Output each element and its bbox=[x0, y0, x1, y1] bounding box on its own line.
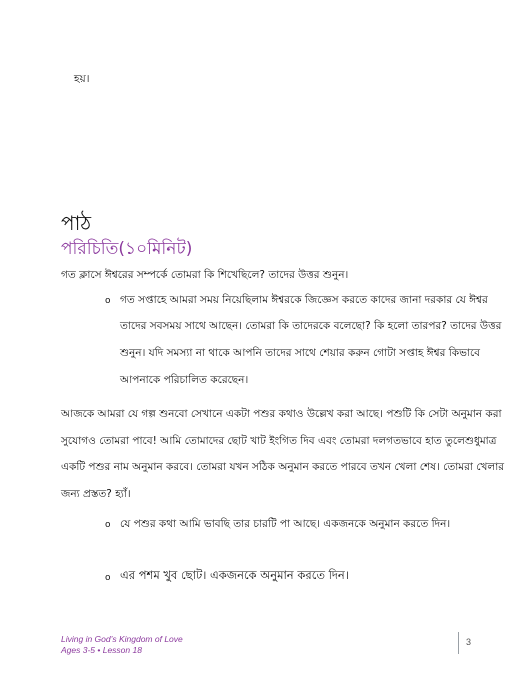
bullet-1-line-1: গত সপ্তাহে আমরা সময় নিয়েছিলাম ঈশ্বরকে জিজ্ঞেস করতে কাদের জানা দরকার যে ঈশ্বর bbox=[120, 294, 488, 306]
bullet-2-text: যে পশুর কথা আমি ভাবছি তার চারটি পা আছে। একজনকে অনুমান করতে দিন। bbox=[120, 518, 451, 530]
bullet-1-line-3: শুনুন। যদি সমস্যা না থাকে আপনি তাদের সাথে শেয়ার করুন গোটা সপ্তাহ ঈশ্বর কিভাবে bbox=[120, 347, 481, 359]
section-heading: পরিচিতি(১০মিনিট) bbox=[61, 239, 193, 259]
paragraph-line-3: একটি পশুর নাম অনুমান করবে। তোমরা যখন সঠিক অনুমান করতে পারবে তখন খেলা শেষ। তোমরা খেলার bbox=[61, 461, 505, 473]
footer-subtitle: Ages 3-5 • Lesson 18 bbox=[61, 645, 142, 655]
bullet-1-line-2: তাদের সবসময় সাথে আছেন। তোমরা কি তাদেরকে বলেছো? কি হলো তারপর? তাদের উত্তর bbox=[120, 320, 502, 332]
bullet-3-text: এর পশম খুব ছোট। একজনকে অনুমান করতে দিন। bbox=[120, 568, 349, 582]
footer-title: Living in God’s Kingdom of Love bbox=[61, 634, 183, 644]
bullet-marker-2: o bbox=[105, 520, 111, 530]
paragraph-line-4: জন্য প্রস্তত? হ্যাঁ। bbox=[61, 488, 131, 500]
bullet-marker-3: o bbox=[105, 573, 111, 583]
bullet-marker-1: o bbox=[105, 296, 111, 306]
intro-question: গত ক্লাসে ঈশ্বরের সম্পর্কে তোমরা কি শিখেছিলে? তাদের উত্তর শুনুন। bbox=[61, 269, 349, 281]
page-number: 3 bbox=[466, 637, 472, 647]
paragraph-line-1: আজকে আমরা যে গল্প শুনবো সেখানে একটা পশুর কথাও উল্লেখ করা আছে। পশুটি কি সেটা অনুমান করা bbox=[61, 408, 502, 420]
footer-divider bbox=[458, 632, 459, 654]
bullet-1-line-4: আপনাকে পরিচালিত করেছেন। bbox=[120, 374, 249, 386]
top-fragment-text: হয়। bbox=[74, 73, 90, 85]
lesson-heading: পাঠ bbox=[61, 211, 92, 235]
paragraph-line-2: সুযোগও তোমরা পাবে! আমি তোমাদের ছোট খাট ইংগিত দিব এবং তোমরা দলগতভাবে হাত তুলেশুধুমাত্র bbox=[61, 435, 497, 447]
